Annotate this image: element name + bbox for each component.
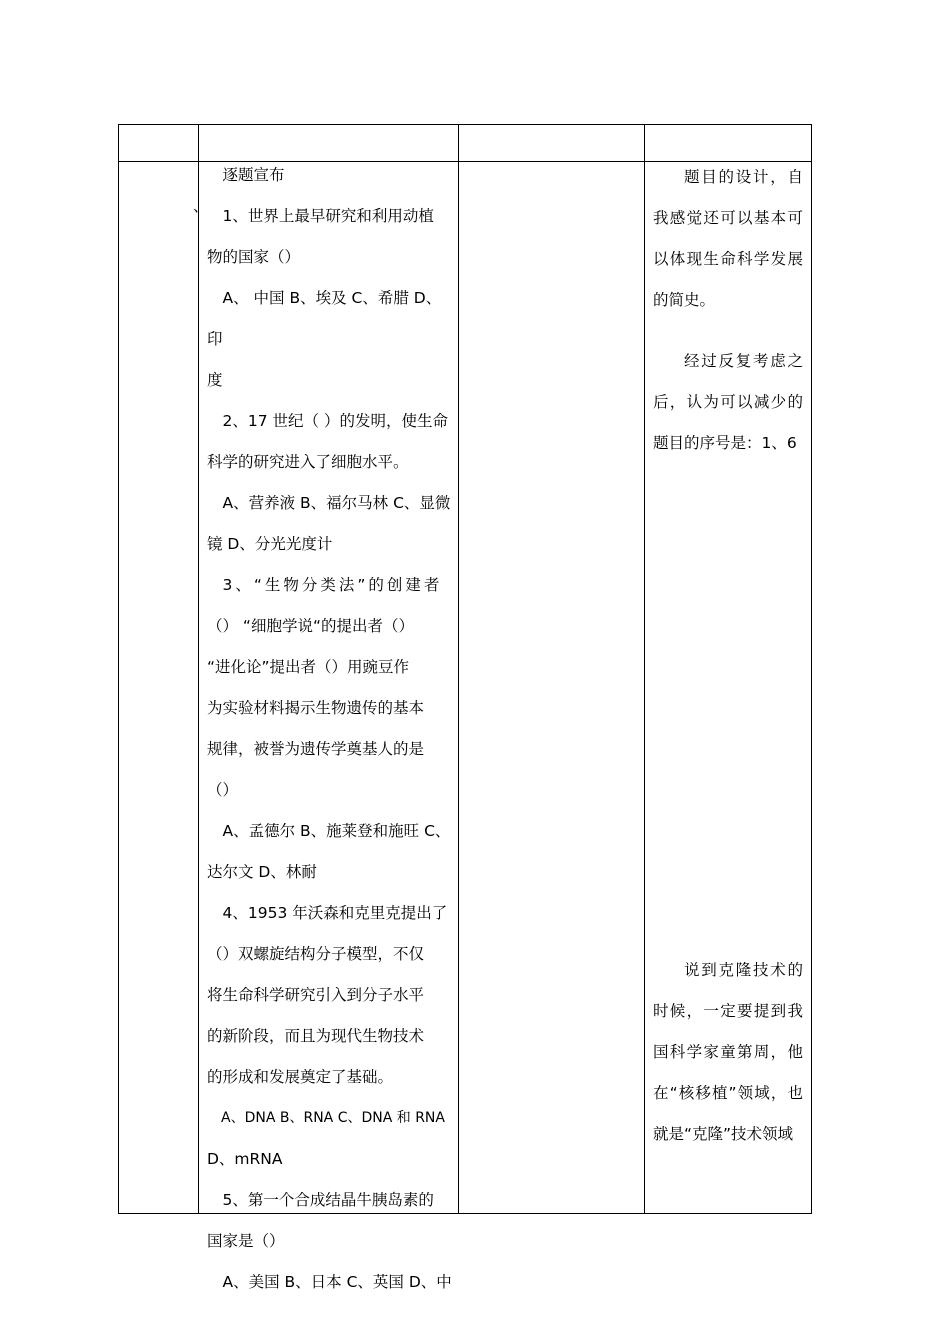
quiz-content-cell xyxy=(193,155,453,1303)
header-cell-1 xyxy=(119,125,198,161)
reflection-notes-cell xyxy=(653,157,803,464)
quiz-line: A、营养液 B、福尔马林 C、显微 xyxy=(222,494,451,512)
table-col-divider-2 xyxy=(458,124,459,1214)
quiz-line: （）双螺旋结构分子模型，不仅 xyxy=(207,945,425,963)
header-cell-4 xyxy=(645,125,811,161)
quiz-line: A、美国 B、日本 C、英国 D、中 xyxy=(222,1273,452,1291)
table-border-right xyxy=(811,124,812,1214)
quiz-line: 的新阶段，而且为现代生物技术 xyxy=(207,1027,425,1045)
reflection-notes-cell-lower xyxy=(653,950,803,1155)
table-col-divider-3 xyxy=(644,124,645,1214)
reflection-note-3: 说到克隆技术的时候，一定要提到我国科学家童第周，他在“核移植”领域，也就是“克隆”技术领域 xyxy=(653,961,803,1143)
quiz-line: 4、1953 年沃森和克里克提出了 xyxy=(222,904,448,922)
quiz-line: （） xyxy=(207,781,239,799)
quiz-line: 5、第一个合成结晶牛胰岛素的 xyxy=(222,1191,434,1209)
stray-mark: 、 xyxy=(193,197,209,215)
quiz-line: 3、“生物分类法”的创建者 xyxy=(222,576,443,594)
lesson-table xyxy=(118,124,812,1291)
quiz-line: 的形成和发展奠定了基础。 xyxy=(207,1068,394,1086)
table-col-divider-1 xyxy=(198,124,199,1214)
quiz-line: A、 中国 B、埃及 C、希腊 D、印 xyxy=(207,289,442,348)
quiz-line: 规律，被誉为遗传学奠基人的是 xyxy=(207,740,425,758)
quiz-line: 镜 D、分光光度计 xyxy=(207,535,333,553)
quiz-line: 将生命科学研究引入到分子水平 xyxy=(207,986,425,1004)
quiz-line: 为实验材料揭示生物遗传的基本 xyxy=(207,699,425,717)
quiz-line: “进化论”提出者（）用豌豆作 xyxy=(207,658,410,676)
quiz-line: 2、17 世纪（ ）的发明，使生命 xyxy=(222,412,448,430)
quiz-line: 国家是（） xyxy=(207,1232,285,1250)
quiz-line: A、DNA B、RNA C、DNA 和 RNA xyxy=(221,1110,445,1126)
header-cell-3 xyxy=(459,125,644,161)
table-border-left xyxy=(118,124,119,1214)
quiz-line: 科学的研究进入了细胞水平。 xyxy=(207,453,409,471)
quiz-line: 度 xyxy=(207,371,223,389)
reflection-note-1: 题目的设计，自我感觉还可以基本可以体现生命科学发展的简史。 xyxy=(653,168,803,309)
quiz-line: 逐题宣布 xyxy=(222,166,285,184)
quiz-line: （） “细胞学说“的提出者（） xyxy=(207,617,414,635)
quiz-line: 物的国家（） xyxy=(207,248,301,266)
reflection-note-2: 经过反复考虑之后，认为可以减少的题目的序号是：1、6 xyxy=(653,352,803,452)
quiz-line: D、mRNA xyxy=(207,1150,283,1168)
quiz-line: A、孟德尔 B、施莱登和施旺 C、 xyxy=(222,822,451,840)
quiz-line: 1、世界上最早研究和利用动植 xyxy=(222,207,434,225)
quiz-line: 达尔文 D、林耐 xyxy=(207,863,317,881)
